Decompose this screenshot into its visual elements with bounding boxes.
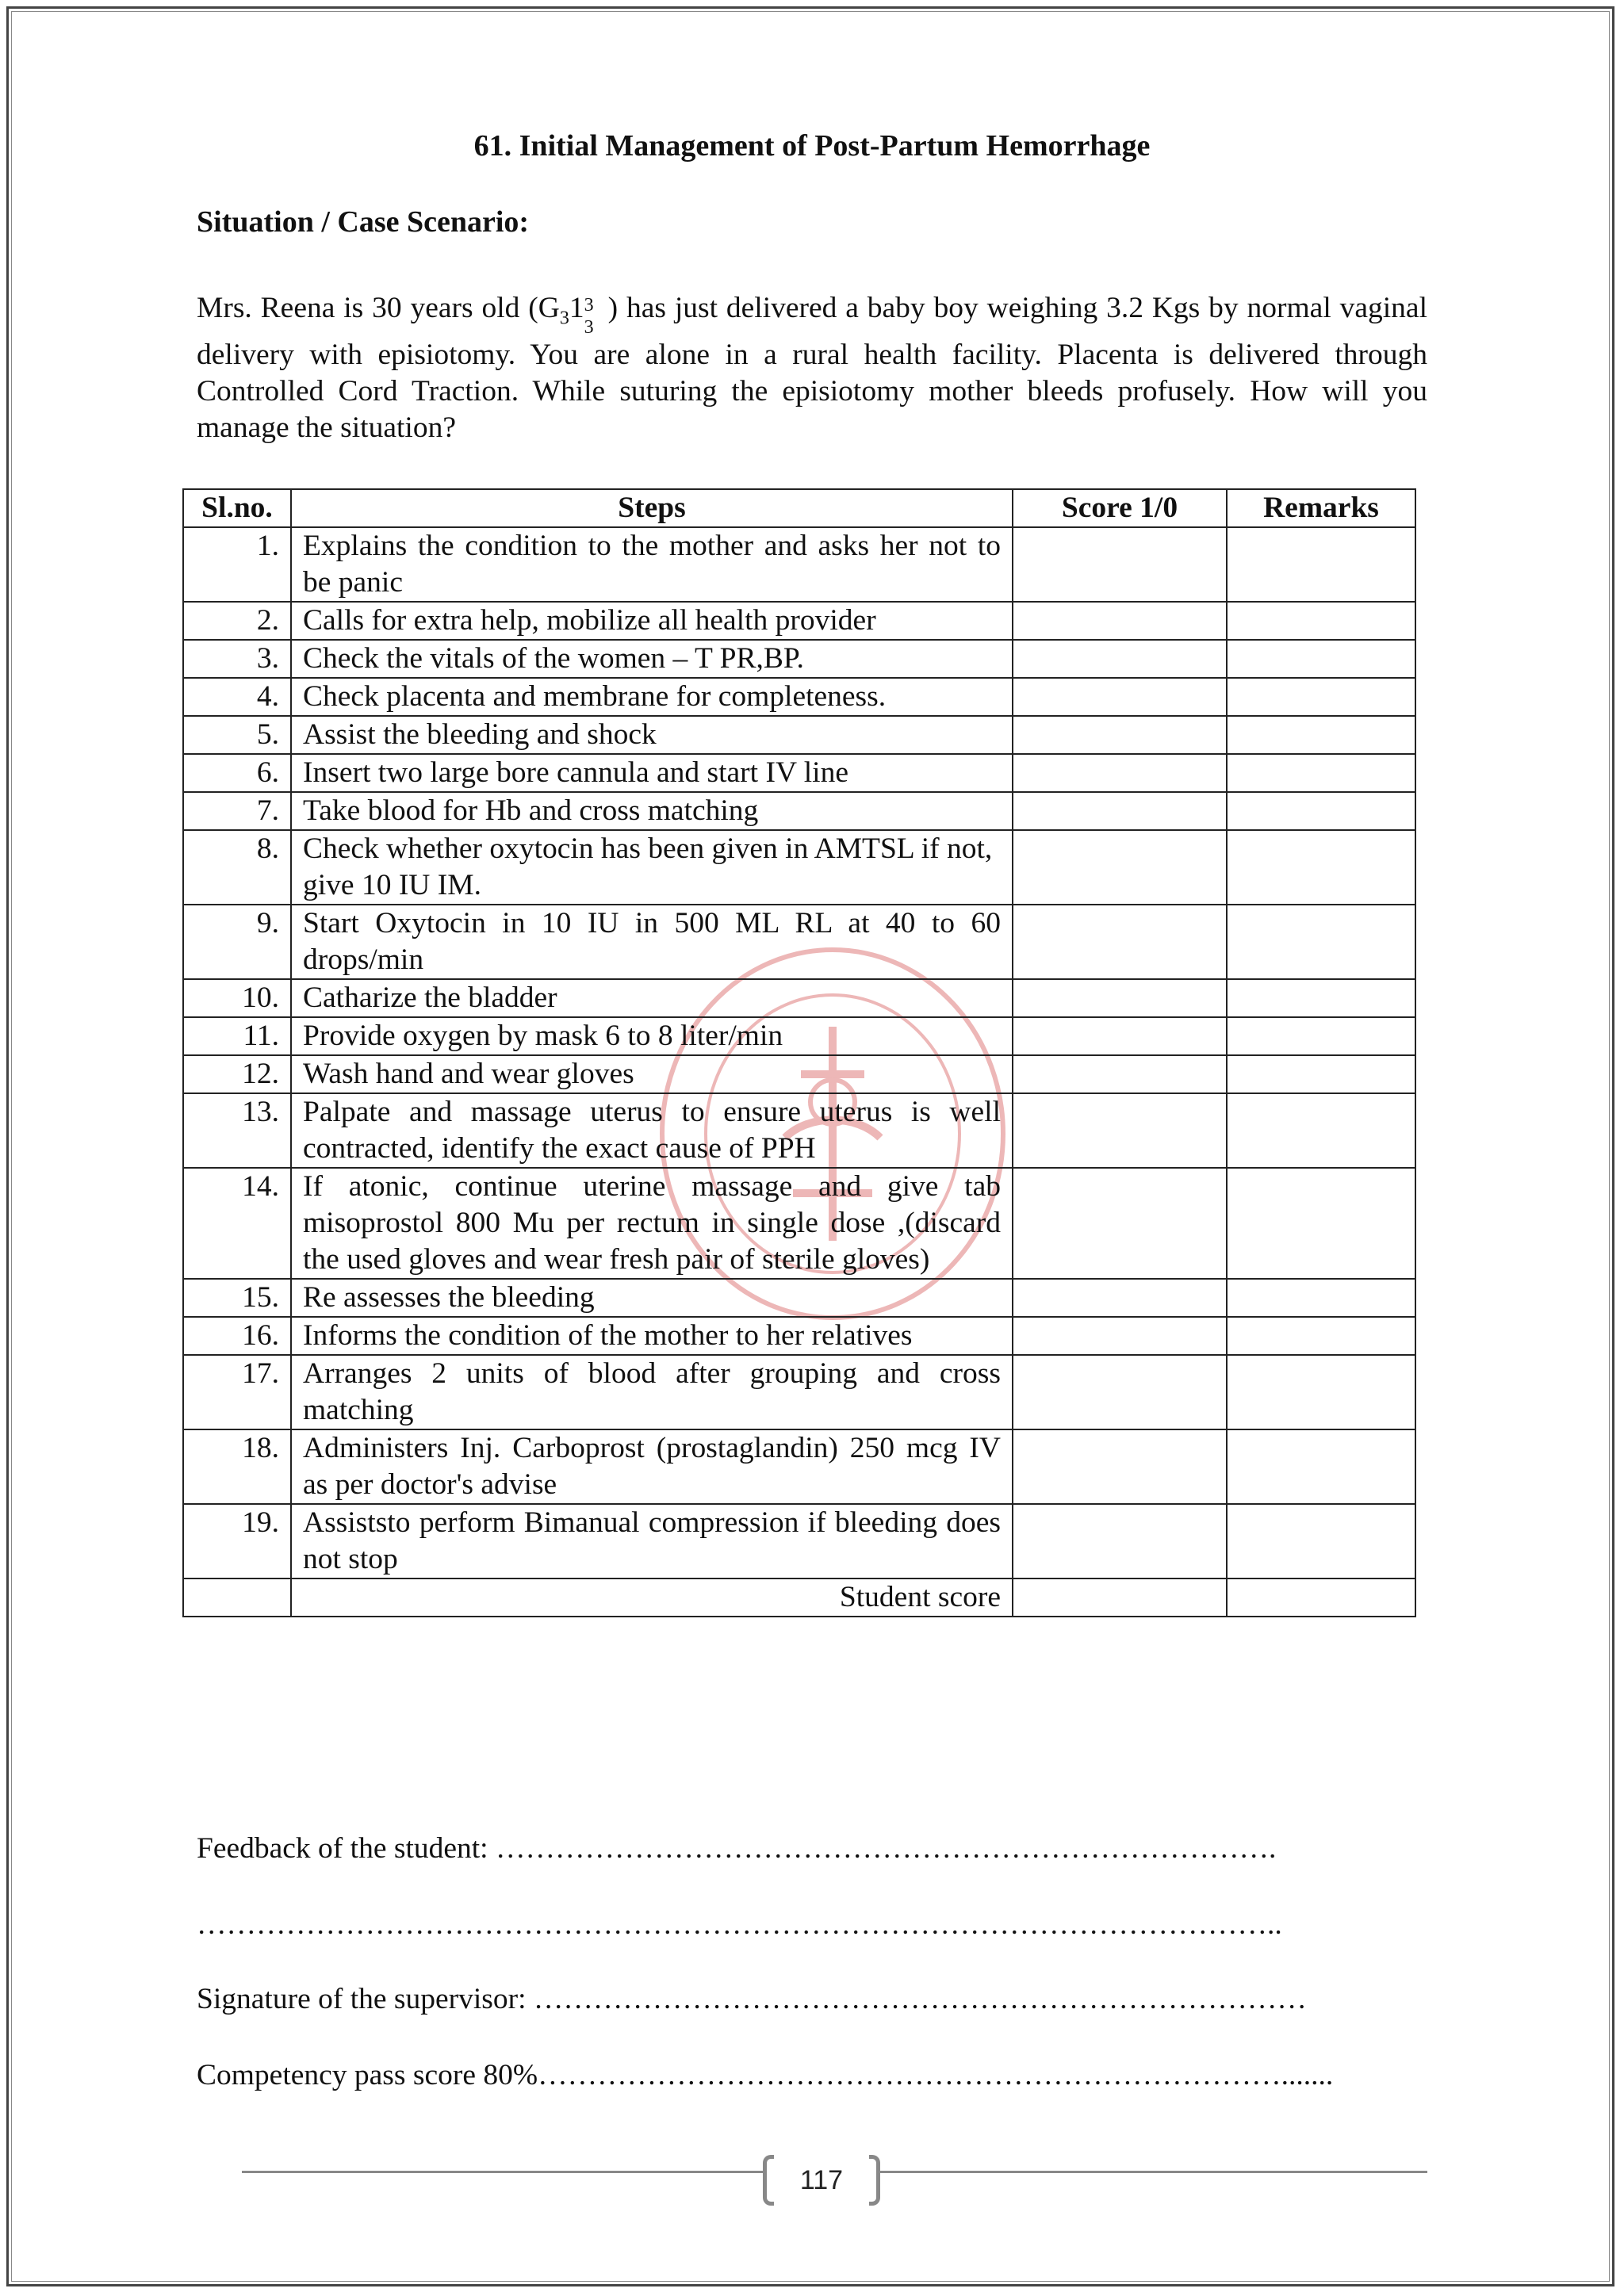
- table-row: [183, 1355, 1415, 1429]
- row-number: 17.: [183, 1355, 291, 1429]
- table-row: [183, 602, 1415, 640]
- score-cell[interactable]: [1013, 1429, 1227, 1504]
- page-number: 117: [799, 2165, 844, 2195]
- table-row: [183, 754, 1415, 792]
- scenario-sub2: 3: [584, 317, 594, 338]
- row-step: Wash hand and wear gloves: [291, 1055, 1013, 1093]
- remarks-cell[interactable]: [1227, 1317, 1415, 1355]
- row-number: 3.: [183, 640, 291, 678]
- row-step: Palpate and massage uterus to ensure uterus is well contracted, identify the exact cause of PPH: [291, 1093, 1013, 1168]
- row-step: Catharize the bladder: [291, 979, 1013, 1017]
- row-step: Check the vitals of the women – T PR,BP.: [291, 640, 1013, 678]
- row-step: Assist the bleeding and shock: [291, 716, 1013, 754]
- score-cell[interactable]: [1013, 602, 1227, 640]
- table-row: [183, 640, 1415, 678]
- table-row: [183, 1017, 1415, 1055]
- remarks-cell[interactable]: [1227, 1017, 1415, 1055]
- remarks-cell[interactable]: [1227, 1355, 1415, 1429]
- table-row: [183, 716, 1415, 754]
- row-number: 8.: [183, 830, 291, 905]
- score-cell[interactable]: [1013, 640, 1227, 678]
- table-row: [183, 527, 1415, 602]
- row-number: 5.: [183, 716, 291, 754]
- remarks-cell[interactable]: [1227, 792, 1415, 830]
- score-cell[interactable]: [1013, 1017, 1227, 1055]
- scenario-part2: 1: [569, 292, 584, 324]
- row-number: 18.: [183, 1429, 291, 1504]
- row-step: Insert two large bore cannula and start IV line: [291, 754, 1013, 792]
- remarks-cell[interactable]: [1227, 602, 1415, 640]
- row-number: 13.: [183, 1093, 291, 1168]
- score-cell[interactable]: [1013, 792, 1227, 830]
- remarks-cell[interactable]: [1227, 1279, 1415, 1317]
- score-cell[interactable]: [1013, 1168, 1227, 1279]
- page-title: 61. Initial Management of Post-Partum Hemorrhage: [473, 129, 1151, 163]
- row-number: 16.: [183, 1317, 291, 1355]
- row-number: 11.: [183, 1017, 291, 1055]
- row-number: 7.: [183, 792, 291, 830]
- row-step: Informs the condition of the mother to her relatives: [291, 1317, 1013, 1355]
- score-cell[interactable]: [1013, 1279, 1227, 1317]
- row-step: Assiststo perform Bimanual compression if bleeding does not stop: [291, 1504, 1013, 1578]
- remarks-cell[interactable]: [1227, 678, 1415, 716]
- score-cell[interactable]: [1013, 1055, 1227, 1093]
- row-step: Administers Inj. Carboprost (prostaglandin) 250 mcg IV as per doctor's advise: [291, 1429, 1013, 1504]
- score-cell[interactable]: [1013, 1317, 1227, 1355]
- score-cell[interactable]: [1013, 527, 1227, 602]
- header-remarks: Remarks: [1227, 489, 1415, 527]
- table-row: [183, 1093, 1415, 1168]
- remarks-cell[interactable]: [1227, 979, 1415, 1017]
- row-number: 4.: [183, 678, 291, 716]
- row-step: Start Oxytocin in 10 IU in 500 ML RL at 40 to 60 drops/min: [291, 905, 1013, 979]
- row-step: Check whether oxytocin has been given in AMTSL if not, give 10 IU IM.: [291, 830, 1013, 905]
- table-row: [183, 1168, 1415, 1279]
- row-number: 9.: [183, 905, 291, 979]
- row-step: Check placenta and membrane for completeness.: [291, 678, 1013, 716]
- table-row: [183, 1055, 1415, 1093]
- total-remarks-cell[interactable]: [1227, 1578, 1415, 1617]
- remarks-cell[interactable]: [1227, 1168, 1415, 1279]
- row-number: 15.: [183, 1279, 291, 1317]
- feedback-continuation-line[interactable]: ………………………………………………………………………………………………..: [197, 1908, 1282, 1941]
- table-total-row: [183, 1578, 1415, 1617]
- row-step: Calls for extra help, mobilize all health provider: [291, 602, 1013, 640]
- remarks-cell[interactable]: [1227, 905, 1415, 979]
- row-step: Arranges 2 units of blood after grouping and cross matching: [291, 1355, 1013, 1429]
- header-slno: Sl.no.: [183, 489, 291, 527]
- row-number: 12.: [183, 1055, 291, 1093]
- scenario-part3: ) has just delivered a baby boy weighing 3.2 Kgs by normal vaginal delivery with episiotomy. You are alone in a rural health facility. Placenta is delivered through Controlled Cord Traction. While suturing the episiotomy mother bleeds profusely. How will you manage the situation?: [197, 292, 1427, 444]
- row-number: 14.: [183, 1168, 291, 1279]
- scenario-superscript-subscript: [584, 295, 608, 338]
- score-cell[interactable]: [1013, 1504, 1227, 1578]
- table-row: [183, 678, 1415, 716]
- table-row: [183, 830, 1415, 905]
- header-steps: Steps: [291, 489, 1013, 527]
- row-step: Take blood for Hb and cross matching: [291, 792, 1013, 830]
- table-row: [183, 792, 1415, 830]
- row-number: 10.: [183, 979, 291, 1017]
- score-cell[interactable]: [1013, 905, 1227, 979]
- row-step: Re assesses the bleeding: [291, 1279, 1013, 1317]
- checklist-table: [182, 488, 1416, 1617]
- table-row: [183, 1429, 1415, 1504]
- remarks-cell[interactable]: [1227, 527, 1415, 602]
- table-row: [183, 905, 1415, 979]
- table-row: [183, 1317, 1415, 1355]
- remarks-cell[interactable]: [1227, 716, 1415, 754]
- row-number: 2.: [183, 602, 291, 640]
- header-score: Score 1/0: [1013, 489, 1227, 527]
- remarks-cell[interactable]: [1227, 1055, 1415, 1093]
- scenario-sup: 3: [584, 295, 594, 316]
- situation-heading: Situation / Case Scenario:: [197, 205, 530, 239]
- remarks-cell[interactable]: [1227, 754, 1415, 792]
- feedback-line[interactable]: Feedback of the student: …………………………………………………………………….: [197, 1832, 1277, 1865]
- table-row: [183, 1504, 1415, 1578]
- row-number: 1.: [183, 527, 291, 602]
- table-header-row: [183, 489, 1415, 527]
- score-cell[interactable]: [1013, 1355, 1227, 1429]
- student-score-cell[interactable]: [1013, 1578, 1227, 1617]
- remarks-cell[interactable]: [1227, 640, 1415, 678]
- remarks-cell[interactable]: [1227, 830, 1415, 905]
- competency-pass-score-line[interactable]: Competency pass score 80%………………………………………………………………….......: [197, 2059, 1334, 2091]
- total-empty-cell: [183, 1578, 291, 1617]
- score-cell[interactable]: [1013, 1093, 1227, 1168]
- remarks-cell[interactable]: [1227, 1093, 1415, 1168]
- table-row: [183, 979, 1415, 1017]
- score-cell[interactable]: [1013, 979, 1227, 1017]
- remarks-cell[interactable]: [1227, 1504, 1415, 1578]
- scenario-part1: Mrs. Reena is 30 years old (G: [197, 292, 560, 324]
- row-step: Explains the condition to the mother and asks her not to be panic: [291, 527, 1013, 602]
- score-cell[interactable]: [1013, 830, 1227, 905]
- scenario-sub1: 3: [559, 308, 569, 329]
- score-cell[interactable]: [1013, 716, 1227, 754]
- footer-rule-left: [242, 2171, 765, 2173]
- remarks-cell[interactable]: [1227, 1429, 1415, 1504]
- footer-rule-right: [879, 2171, 1427, 2173]
- row-step: If atonic, continue uterine massage and give tab misoprostol 800 Mu per rectum in single dose ,(discard the used gloves and wear fresh pair of sterile gloves): [291, 1168, 1013, 1279]
- score-cell[interactable]: [1013, 754, 1227, 792]
- supervisor-signature-line[interactable]: Signature of the supervisor: ……………………………………………………………………: [197, 1983, 1307, 2015]
- student-score-label: Student score: [291, 1578, 1013, 1617]
- row-number: 19.: [183, 1504, 291, 1578]
- table-row: [183, 1279, 1415, 1317]
- score-cell[interactable]: [1013, 678, 1227, 716]
- row-step: Provide oxygen by mask 6 to 8 liter/min: [291, 1017, 1013, 1055]
- case-scenario-text: [197, 290, 1427, 446]
- row-number: 6.: [183, 754, 291, 792]
